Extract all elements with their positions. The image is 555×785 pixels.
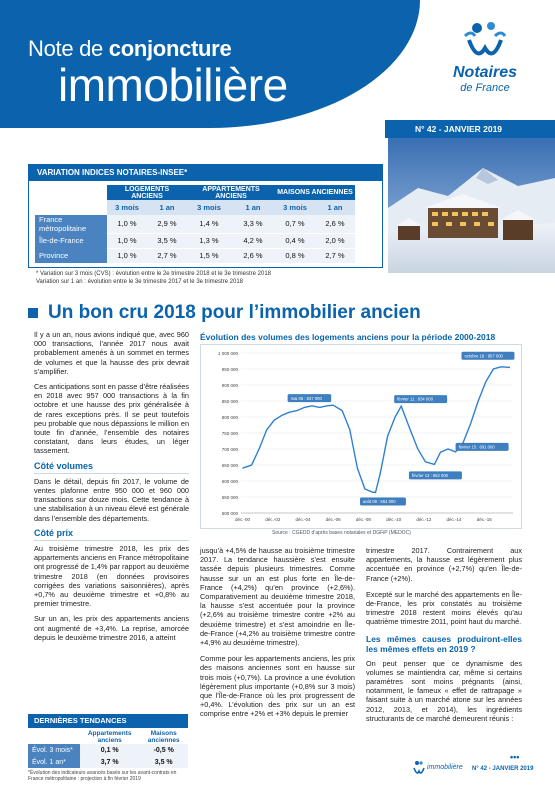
trend-col-appartements: Appartements anciens (87, 730, 132, 744)
y-tick-label: 600 000 (221, 479, 238, 484)
x-tick-label: déc.-10 (386, 517, 402, 522)
paragraph: Au troisième trimestre 2018, les prix des appartements anciens en France métropolitaine ont progressé de 1,4% par rapport au deuxième trimestre 2018 (en données provisoires corrigées des variations saisonnières), après +0,7% au deuxième trimestre et +0,8% au premier trimestre. (34, 544, 189, 609)
row-label: France métropolitaine (35, 215, 107, 233)
footer-name: immobilière (427, 764, 463, 771)
y-tick-label: 550 000 (221, 495, 238, 500)
title-prefix: Note de (28, 36, 109, 61)
value-cell: 3,3 % (231, 215, 275, 233)
period-cell: 3 mois (275, 200, 315, 215)
annotation-label: octobre 18 : 957 000 (464, 353, 503, 359)
footer-issue: N° 42 - JANVIER 2019 (472, 766, 534, 772)
paragraph: Excepté sur le marché des appartements en Île-de-France, les prix constatés au troisième trimestre 2018 restent moins élevés qu’au quatrième trimestre 2011, point haut du marché. (366, 589, 522, 627)
corner-cell (28, 730, 80, 744)
continuation-marker: ••• (510, 752, 520, 762)
trend-table (28, 730, 188, 768)
annotation-label: mai 06 : 837 000 (290, 395, 322, 401)
y-tick-label: 850 000 (221, 399, 238, 404)
group-maisons: MAISONS ANCIENNES (275, 185, 355, 200)
value-cell: 1,3 % (187, 233, 231, 248)
corner-cell (35, 185, 107, 200)
table-row (28, 756, 188, 768)
value-cell: 1,0 % (107, 215, 147, 233)
value-cell: 0,7 % (275, 215, 315, 233)
annotation-label: février 15 : 691 000 (458, 444, 495, 450)
value-cell: 2,0 % (315, 233, 355, 248)
trend-box (28, 714, 188, 782)
y-tick-label: 800 000 (221, 415, 238, 420)
y-tick-label: 950 000 (221, 367, 238, 372)
x-tick-label: déc.-08 (355, 517, 371, 522)
group-appartements: APPARTEMENTS ANCIENS (187, 185, 275, 200)
group-logements: LOGEMENTS ANCIENS (107, 185, 187, 200)
index-note-1: * Variation sur 3 mois (CVS) : évolution entre le 2e trimestre 2018 et le 3e trimestre 2018 (36, 271, 271, 277)
index-variation-box (28, 164, 383, 268)
table-row (35, 215, 355, 233)
row-label: Province (35, 248, 107, 263)
value-cell: 0,8 % (275, 248, 315, 263)
paragraph: Ces anticipations sont en passe d’être réalisées en 2018 avec 957 000 transactions à la fin octobre et une hausse des prix généralisée à de rares exceptions près. Il se peut toutefois peu probable que nous dépassions le million en toute fin d’année, l’ensemble des notaires constatant, dans leurs études, un léger tassement. (34, 382, 189, 456)
series-line (243, 367, 511, 493)
header (0, 0, 555, 128)
value-cell: 2,7 % (315, 248, 355, 263)
value-cell: 3,7 % (80, 756, 139, 768)
middle-column (200, 546, 355, 726)
index-notes (36, 270, 271, 286)
y-tick-label: 1 000 000 (217, 351, 238, 356)
subheading-2019: Les mêmes causes produiront-elles les mêmes effets en 2019 ? (366, 633, 522, 654)
x-tick-label: déc.-06 (325, 517, 341, 522)
table-row (28, 744, 188, 756)
value-cell: 1,0 % (107, 233, 147, 248)
publication-subtitle: immobilière (58, 59, 288, 111)
annotation-label: février 13 : 652 000 (411, 472, 449, 478)
value-cell: 1,0 % (107, 248, 147, 263)
y-tick-label: 700 000 (221, 447, 238, 452)
mountain-resort-photo (388, 138, 555, 273)
logo-text-de-france: de France (460, 82, 510, 94)
article-headline (28, 302, 421, 324)
x-tick-label: déc.-04 (295, 517, 311, 522)
row-label: Évol. 3 mois* (28, 744, 80, 756)
value-cell: 3,5 % (139, 756, 188, 768)
table-row (35, 233, 355, 248)
value-cell: 2,6 % (231, 248, 275, 263)
row-label: Île-de-France (35, 233, 107, 248)
trend-col-maisons: Maisons anciennes (147, 730, 180, 744)
value-cell: 2,7 % (147, 248, 187, 263)
headline-text: Un bon cru 2018 pour l’immobilier ancien (48, 302, 421, 323)
right-column (366, 546, 522, 730)
value-cell: 1,5 % (187, 248, 231, 263)
notaires-emblem-icon (455, 18, 515, 66)
footer-emblem-icon (412, 760, 426, 778)
paragraph: Dans le détail, depuis fin 2017, le volume de ventes plafonne entre 950 000 et 960 000 transactions sur douze mois. Cette tendance à une stabilisation à un niveau élevé est générale dans l’ensemble des départements. (34, 476, 189, 523)
chart-title: Évolution des volumes des logements anciens pour la période 2000-2018 (200, 332, 496, 342)
volume-chart (200, 344, 522, 529)
title-bold: conjoncture (108, 36, 232, 61)
value-cell: 0,1 % (80, 744, 139, 756)
y-tick-label: 900 000 (221, 383, 238, 388)
annotation-label: août 09 : 564 000 (362, 499, 396, 505)
trend-title: DERNIÈRES TENDANCES (28, 714, 188, 728)
corner-cell (35, 200, 107, 215)
y-tick-label: 750 000 (221, 431, 238, 436)
value-cell: 3,5 % (147, 233, 187, 248)
value-cell: -0,5 % (139, 744, 188, 756)
headline-square-icon (28, 308, 38, 318)
x-tick-label: déc.-14 (446, 517, 462, 522)
subheading-volumes: Côté volumes (34, 462, 189, 474)
left-column (34, 330, 189, 648)
y-tick-label: 650 000 (221, 463, 238, 468)
annotation-label: février 11 : 834 000 (397, 396, 433, 402)
paragraph: jusqu’à +4,5% de hausse au troisième trimestre 2017. La tendance haussière s’est ensuite tassée depuis plusieurs trimestres. Comme hausse sur un an est plus forte en Île-de-France (+4,2%) qu’en province (+2,6%). Comparativement au deuxième trimestre 2018, la hausse s’est accentuée pour la province (+2,6% au troisième trimestre contre +2% au deuxième trimestre) et s’est amoindrie en Île-de-France (+4,2% au troisième trimestre contre +4,9% au deuxième trimestre). (200, 546, 355, 648)
index-note-2: Variation sur 1 an : évolution entre le 3e trimestre 2017 et le 3e trimestre 2018 (36, 279, 244, 285)
paragraph: trimestre 2017. Contrairement aux appartements, la hausse est légèrement plus accentuée en province (+2,7%) qu’en Île-de-France (+2%). (366, 546, 522, 583)
chart-source: Source : CGEDD d’après bases notariales et DGFiP (MEDOC) (272, 530, 411, 536)
logo-text-notaires: Notaires (452, 64, 518, 81)
notaires-logo (430, 18, 540, 118)
period-cell: 1 an (147, 200, 187, 215)
table-row (35, 248, 355, 263)
value-cell: 2,9 % (147, 215, 187, 233)
period-cell: 3 mois (107, 200, 147, 215)
period-cell: 3 mois (187, 200, 231, 215)
value-cell: 0,4 % (275, 233, 315, 248)
index-table-title: VARIATION INDICES NOTAIRES-INSEE* (29, 165, 382, 181)
chart-svg (201, 345, 521, 528)
row-label: Évol. 1 an* (28, 756, 80, 768)
period-cell: 1 an (231, 200, 275, 215)
paragraph: Comme pour les appartements anciens, les prix des maisons anciennes sont en hausse sur trois mois (+0,7%). La province a une évolution légèrement plus importante (+0,8% sur 3 mois) que l’Île-de-France où les prix progressent de +0,4%. L’évolution des prix sur un an est comprise entre +2% et +3% depuis le premier (200, 654, 355, 719)
value-cell: 4,2 % (231, 233, 275, 248)
value-cell: 2,6 % (315, 215, 355, 233)
value-cell: 1,4 % (187, 215, 231, 233)
index-table (35, 185, 355, 264)
index-group-row (35, 185, 355, 200)
paragraph: On peut penser que ce dynamisme des volumes se maintiendra car, même si certains paramètres sont moins prégnants (ainsi, notamment, le fameux « effet de rattrapage » faisant suite à un marché atone sur les années 2012, 2013, et 2014), les ingrédients structurants de ce marché demeurent réunis : (366, 658, 522, 723)
x-tick-label: déc.-02 (265, 517, 281, 522)
x-tick-label: déc.-00 (235, 517, 251, 522)
footer (412, 760, 552, 780)
y-tick-label: 500 000 (221, 511, 238, 516)
index-period-row (35, 200, 355, 215)
issue-bar: N° 42 - JANVIER 2019 (385, 120, 555, 138)
subheading-prix: Côté prix (34, 529, 189, 541)
paragraph: Sur un an, les prix des appartements anciens ont augmenté de +3,4%. La reprise, amorcée depuis le deuxième trimestre 2016, a atteint (34, 614, 189, 642)
period-cell: 1 an (315, 200, 355, 215)
x-tick-label: déc.-16 (476, 517, 492, 522)
trend-note: *Évolution des indicateurs avancés basés sur les avant-contrats en France métropolitaine : projection à fin février 2019 (28, 770, 177, 782)
x-tick-label: déc.-12 (416, 517, 432, 522)
paragraph: Il y a un an, nous avions indiqué que, avec 960 000 transactions, l’année 2017 nous avait probablement amenés à un sommet en termes de volumes et que la hausse des prix devrait s’amplifier. (34, 330, 189, 376)
trend-header-row (28, 730, 188, 744)
